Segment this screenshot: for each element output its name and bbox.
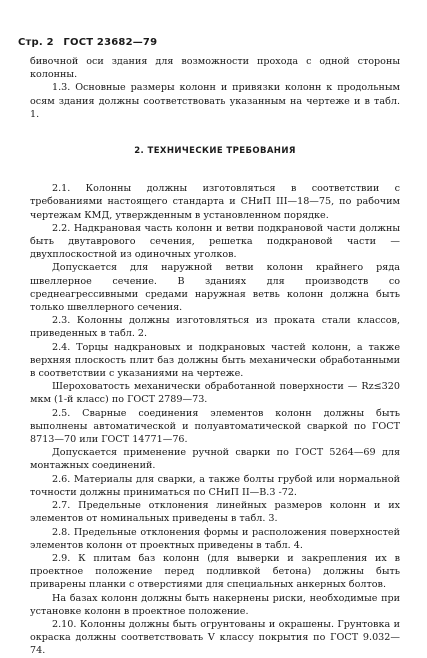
paragraph-2-2: 2.2. Надкрановая часть колонн и ветви подкрановой части должны быть двутаврового сечения, решетка подкрановой части — двухплоскостной из одиночных уголков.	[30, 222, 400, 261]
paragraph-2-9: 2.9. К плитам баз колонн (для выверки и закрепления их в проектное положение перед подливкой бетона) должны быть приварены планки с отверстиями для специальных анкерных болтов.	[30, 552, 400, 591]
paragraph-2-1: 2.1. Колонны должны изготовляться в соответствии с требованиями настоящего стандарта и СНиП III—18—75, по рабочим чертежам КМД, утвержденным в установленном порядке.	[30, 183, 400, 221]
paragraph-1-3: 1.3. Основные размеры колонн и привязки колонн к продольным осям здания должны соответствовать указанным на чертеже и в табл. 1.	[30, 82, 400, 120]
paragraph-continued: бивочной оси здания для возможности прохода с одной стороны колонны.	[30, 56, 400, 81]
paragraph-2-5: 2.5. Сварные соединения элементов колонн должны быть выполнены автоматической и полуавтоматической сваркой по ГОСТ 8713—70 или ГОСТ 14771—76.	[30, 407, 400, 446]
page-header	[18, 37, 163, 48]
paragraph-2-3: 2.3. Колонны должны изготовляться из проката стали классов, приведенных в табл. 2.	[30, 315, 400, 340]
paragraph-2-8: 2.8. Предельные отклонения формы и расположения поверхностей элементов колонн от проектных приведены в табл. 4.	[30, 526, 400, 551]
paragraph-2-2-note: Допускается для наружной ветви колонн крайнего ряда швеллерное сечение. В зданиях для производств со среднеагрессивными средами наружная ветвь колонн должна быть только швеллерного сечения.	[30, 262, 400, 314]
paragraph-2-5-note: Допускается применение ручной сварки по ГОСТ 5264—69 для монтажных соединений.	[30, 447, 400, 472]
paragraph-2-4-roughness: Шероховатость механически обработанной поверхности — Rz≤320 мкм (1-й класс) по ГОСТ 2789—73.	[30, 381, 400, 406]
paragraph-2-9-note: На базах колонн должны быть накернены риски, необходимые при установке колонн в проектное положение.	[30, 592, 400, 617]
section-heading: 2. ТЕХНИЧЕСКИЕ ТРЕБОВАНИЯ	[134, 146, 296, 157]
paragraph-2-10: 2.10. Колонны должны быть огрунтованы и окрашены. Грунтовка и окраска должны соответствовать V классу покрытия по ГОСТ 9.032—74.	[30, 618, 400, 657]
document-body	[30, 55, 400, 658]
standard-number: ГОСТ 23682—79	[63, 37, 158, 48]
paragraph-2-6: 2.6. Материалы для сварки, а также болты грубой или нормальной точности должны приниматься по СНиП II—В.3 -72.	[30, 473, 400, 498]
paragraph-2-4: 2.4. Торцы надкрановых и подкрановых частей колонн, а также верхняя плоскость плит баз должны быть механически обработанными в соответствии с указаниями на чертеже.	[30, 341, 400, 380]
page-number: Стр. 2	[18, 37, 54, 48]
paragraph-2-7: 2.7. Предельные отклонения линейных размеров колонн и их элементов от номинальных приведены в табл. 3.	[30, 500, 400, 525]
